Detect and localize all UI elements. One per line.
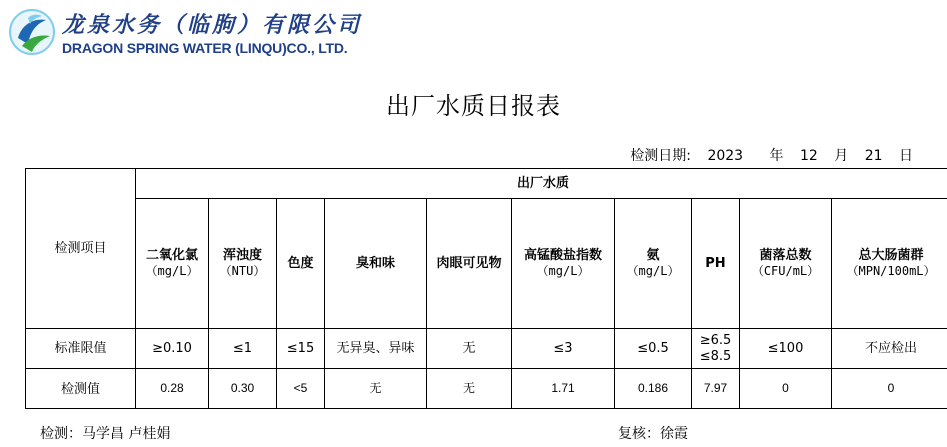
column-header [740, 199, 832, 329]
inspector-label: 检测： [40, 426, 82, 442]
company-logo [8, 8, 56, 56]
date-day: 21 [864, 148, 883, 164]
company-name-cn: 龙泉水务（临朐）有限公司 [62, 12, 363, 38]
column-header-name: 肉眼可见物 [436, 255, 502, 271]
measured-value-cell: <5 [277, 369, 325, 409]
column-header-name: 色度 [287, 255, 314, 271]
column-header-name: 臭和味 [355, 255, 395, 271]
measured-value-cell: 7.97 [692, 369, 740, 409]
column-header-name: 总大肠菌群 [858, 247, 924, 263]
column-header-name: 菌落总数 [759, 247, 812, 263]
column-header [427, 199, 512, 329]
date-month-unit: 月 [834, 148, 849, 164]
standard-limit-cell: ≤15 [277, 329, 325, 369]
item-header: 检测项目 [26, 169, 136, 329]
column-header [615, 199, 692, 329]
group-header: 出厂水质 [136, 169, 947, 199]
standard-limit-label: 标准限值 [26, 329, 136, 369]
standard-limit-row [26, 329, 947, 369]
date-year: 2023 [707, 148, 744, 164]
water-quality-table [25, 168, 947, 409]
reviewer-label: 复核： [618, 426, 660, 442]
column-header-name: PH [705, 255, 726, 271]
standard-limit-cell: ≤3 [512, 329, 615, 369]
column-header [512, 199, 615, 329]
date-day-unit: 日 [899, 148, 913, 164]
date-month: 12 [799, 148, 818, 164]
column-header [325, 199, 427, 329]
measured-value-cell: 0.28 [136, 369, 209, 409]
column-header-name: 浑浊度 [222, 247, 262, 263]
column-header [277, 199, 325, 329]
column-header [832, 199, 947, 329]
measured-value-cell: 0.30 [209, 369, 277, 409]
measured-value-cell: 无 [325, 369, 427, 409]
standard-limit-cell: ≥6.5 ≤8.5 [692, 329, 740, 369]
reviewer-name: 徐霞 [660, 426, 688, 442]
column-header-unit: （CFU/mL） [751, 263, 820, 278]
standard-limit-cell: ≤1 [209, 329, 277, 369]
standard-limit-cell: 无 [427, 329, 512, 369]
standard-limit-cell: ≥0.10 [136, 329, 209, 369]
measured-value-label: 检测值 [26, 369, 136, 409]
column-header-name: 二氧化氯 [145, 247, 198, 263]
measured-value-cell: 0 [740, 369, 832, 409]
column-header-name: 氨 [646, 247, 660, 263]
column-header [209, 199, 277, 329]
date-label: 检测日期: [630, 148, 691, 164]
column-header [692, 199, 740, 329]
column-header [136, 199, 209, 329]
column-header-unit: （NTU） [219, 263, 266, 278]
measured-value-cell: 0 [832, 369, 947, 409]
reviewer-signature [618, 423, 688, 443]
standard-limit-cell: ≤0.5 [615, 329, 692, 369]
measured-value-cell: 无 [427, 369, 512, 409]
standard-limit-cell: ≤100 [740, 329, 832, 369]
column-header-name: 高锰酸盐指数 [523, 247, 602, 263]
column-header-unit: （mg/L） [626, 263, 680, 278]
column-header-unit: （mg/L） [536, 263, 590, 278]
measured-value-cell: 0.186 [615, 369, 692, 409]
inspector-signature [40, 423, 170, 443]
measured-value-cell: 1.71 [512, 369, 615, 409]
inspection-date [630, 145, 913, 165]
report-title: 出厂水质日报表 [386, 92, 561, 120]
date-year-unit: 年 [769, 148, 784, 164]
column-header-unit: （mg/L） [145, 263, 199, 278]
standard-limit-cell: 无异臭、异味 [325, 329, 427, 369]
standard-limit-cell: 不应检出 [832, 329, 947, 369]
column-header-row [26, 199, 947, 329]
company-name-en: DRAGON SPRING WATER (LINQU)CO., LTD. [62, 40, 348, 56]
column-header-unit: （MPN/100mL） [846, 263, 936, 278]
measured-value-row [26, 369, 947, 409]
inspector-names: 马学昌 卢桂娟 [82, 426, 171, 442]
